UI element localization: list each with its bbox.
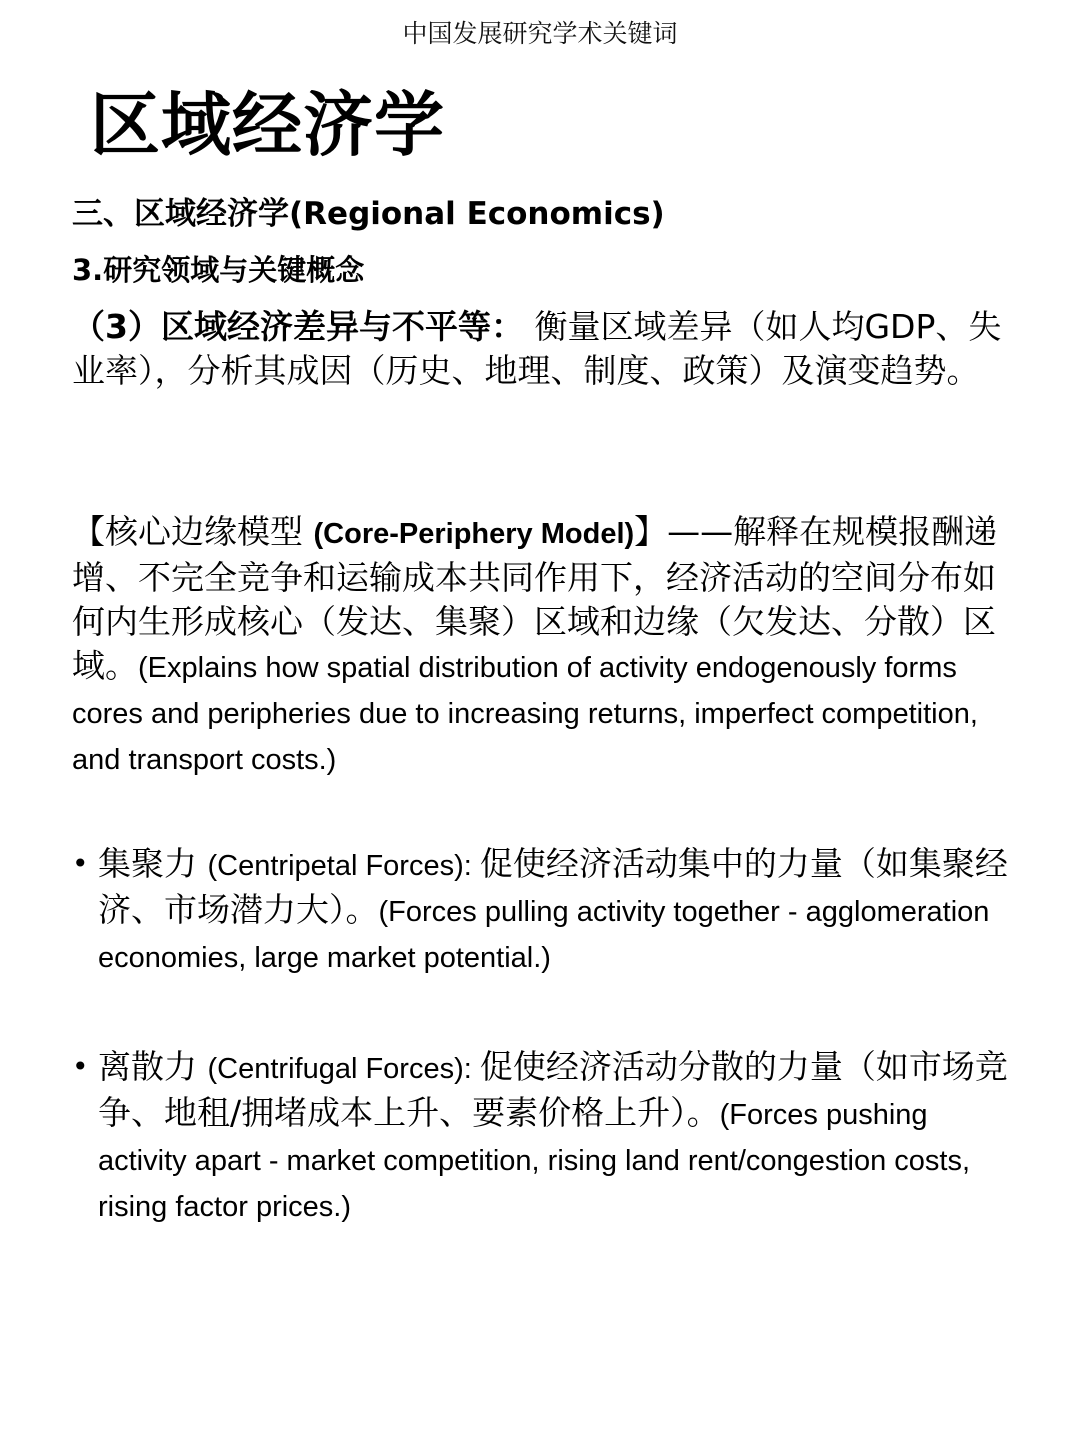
bullet-term-en: (Centripetal Forces):: [207, 850, 480, 882]
paragraph-core-periphery: [72, 510, 1012, 782]
paragraph-label: （3）区域经济差异与不平等：: [72, 307, 524, 346]
bullet-list-centripetal: [72, 842, 1012, 980]
list-item: [72, 1045, 1012, 1229]
bullet-text: 促使经济活动集中的力量（如集聚经济、市场潜力大）。: [98, 844, 1008, 929]
subsection-heading: 3.研究领域与关键概念: [72, 253, 365, 287]
paragraph-text: 衡量区域差异（如人均GDP、失业率），分析其成因（历史、地理、制度、政策）及演变趋势。: [72, 307, 1002, 390]
bullet-term-en: (Centrifugal Forces):: [207, 1053, 480, 1085]
bullet-english: (Forces pushing activity apart - market competition, rising land rent/congestion costs, rising factor prices.): [98, 1099, 970, 1223]
list-item: [72, 842, 1012, 980]
page-title: 区域经济学: [90, 84, 445, 166]
bullet-icon: •: [72, 847, 89, 880]
bullet-text: 促使经济活动分散的力量（如市场竞争、地租/拥堵成本上升、要素价格上升）。: [98, 1047, 1008, 1132]
section-heading: 三、区域经济学(Regional Economics): [72, 196, 665, 232]
paragraph-prefix: 【核心边缘模型: [72, 512, 314, 551]
bullet-english: (Forces pulling activity together - agglomeration economies, large market potential.): [98, 896, 990, 974]
page-header: 中国发展研究学术关键词: [402, 19, 678, 48]
bullet-list-centrifugal: [72, 1045, 1012, 1229]
bullet-icon: •: [72, 1050, 89, 1083]
bullet-term: 离散力: [98, 1047, 208, 1086]
paragraph-regional-disparity: [72, 305, 1012, 393]
paragraph-english: (Explains how spatial distribution of activity endogenously forms cores and peripheries due to increasing returns, imperfect competition, and transport costs.): [72, 652, 978, 776]
bullet-term: 集聚力: [98, 844, 208, 883]
paragraph-text: 】——解释在规模报酬递增、不完全竞争和运输成本共同作用下，经济活动的空间分布如何内生形成核心（发达、集聚）区域和边缘（欠发达、分散）区域。: [72, 512, 998, 685]
model-name: (Core-Periphery Model): [313, 518, 635, 550]
